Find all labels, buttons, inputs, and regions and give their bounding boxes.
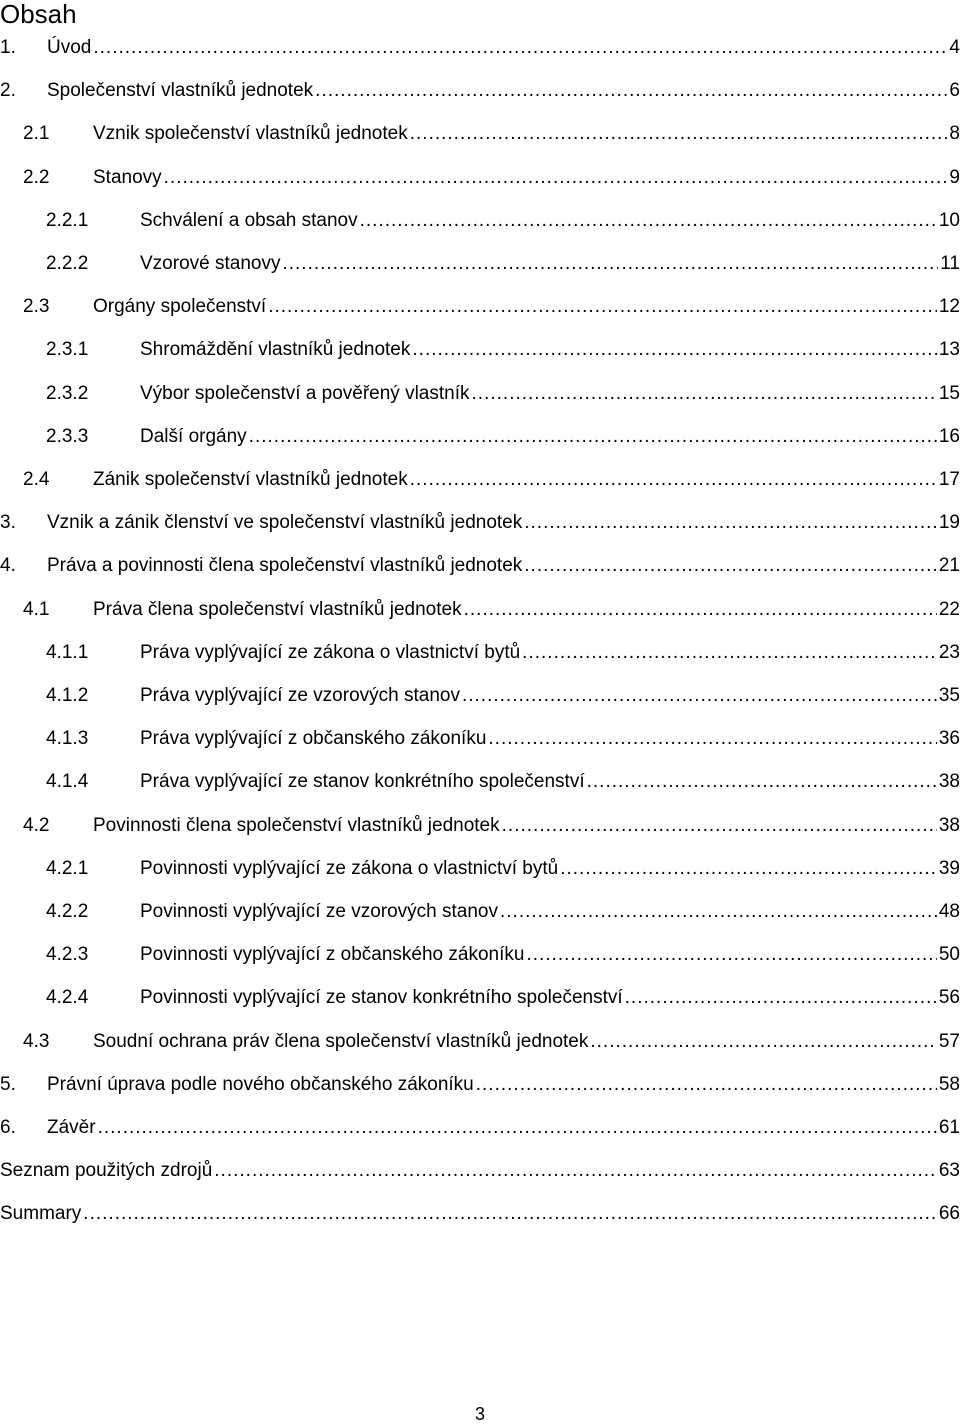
toc-entry-page: 21 xyxy=(938,555,960,577)
toc-entry-page: 17 xyxy=(938,469,960,490)
toc-entry-number: 4.2.3 xyxy=(46,944,89,966)
toc-entry-number: 2.1 xyxy=(23,123,50,145)
toc-entry-number: 2. xyxy=(0,80,16,102)
toc-entry-page: 63 xyxy=(938,1160,960,1182)
toc-entry-title: Práva vyplývající z občanského zákoníku xyxy=(140,728,487,750)
toc-dot-leader xyxy=(502,812,937,840)
toc-entry-page: 38 xyxy=(938,771,960,793)
toc-entry[interactable] xyxy=(46,639,960,667)
toc-entry[interactable] xyxy=(23,120,960,148)
toc-entry-title: Vznik a zánik členství ve společenství vlastníků jednotek xyxy=(47,512,523,534)
toc-dot-leader xyxy=(315,77,947,105)
toc-entry-page: 35 xyxy=(938,685,960,706)
toc-entry-title: Práva vyplývající ze vzorových stanov xyxy=(140,685,460,706)
toc-entry-title: Zánik společenství vlastníků jednotek xyxy=(93,469,408,490)
toc-entry-title: Summary xyxy=(0,1203,82,1225)
toc-entry-title: Závěr xyxy=(47,1117,96,1138)
toc-entry[interactable] xyxy=(46,423,960,451)
toc-entry-number: 4.1.1 xyxy=(46,641,89,663)
toc-entry-number: 2.2 xyxy=(23,166,50,188)
toc-entry-number: 2.3.3 xyxy=(46,425,89,447)
toc-entry-title: Seznam použitých zdrojů xyxy=(0,1160,213,1182)
toc-entry-title: Společenství vlastníků jednotek xyxy=(47,80,314,102)
toc-entry[interactable] xyxy=(46,898,960,926)
toc-entry-title: Soudní ochrana práv člena společenství vlastníků jednotek xyxy=(93,1030,589,1052)
toc-entry-number: 4.3 xyxy=(23,1030,50,1052)
toc-entry[interactable] xyxy=(0,34,960,62)
toc-entry-title: Schválení a obsah stanov xyxy=(140,209,358,231)
toc-entry-number: 4. xyxy=(0,555,16,577)
toc-dot-leader xyxy=(83,1200,937,1228)
toc-entry[interactable] xyxy=(46,250,960,278)
toc-entry[interactable] xyxy=(23,812,960,840)
toc-entry-number: 3. xyxy=(0,512,16,534)
toc-entry-number: 4.1 xyxy=(23,598,50,620)
toc-dot-leader xyxy=(98,1114,937,1142)
toc-entry[interactable] xyxy=(46,984,960,1012)
toc-entry-number: 5. xyxy=(0,1073,16,1095)
toc-entry-page: 15 xyxy=(938,382,960,404)
toc-entry-page: 19 xyxy=(938,512,960,534)
toc-entry-number: 2.2.2 xyxy=(46,253,89,274)
toc-dot-leader xyxy=(500,898,937,926)
toc-dot-leader xyxy=(587,768,937,796)
toc-entry-title: Povinnosti vyplývající ze vzorových stanov xyxy=(140,901,498,922)
toc-entry-number: 4.2.1 xyxy=(46,857,89,879)
toc-entry-title: Vzorové stanovy xyxy=(140,253,281,274)
toc-entry-title: Práva člena společenství vlastníků jednotek xyxy=(93,598,462,620)
toc-dot-leader xyxy=(164,164,948,192)
toc-entry-page: 13 xyxy=(938,339,960,361)
toc-entry-page: 50 xyxy=(938,944,960,966)
toc-entry[interactable] xyxy=(46,207,960,235)
toc-dot-leader xyxy=(526,941,936,969)
toc-entry[interactable] xyxy=(23,293,960,321)
toc-entry-page: 36 xyxy=(938,728,960,750)
toc-entry-page: 16 xyxy=(938,425,960,447)
toc-entry-number: 4.1.3 xyxy=(46,728,89,750)
toc-entry-page: 11 xyxy=(940,253,960,274)
toc-entry-title: Další orgány xyxy=(140,425,247,447)
toc-entry[interactable] xyxy=(23,466,960,494)
toc-entry[interactable] xyxy=(46,941,960,969)
toc-dot-leader xyxy=(93,34,947,62)
toc-entry-page: 58 xyxy=(938,1073,960,1095)
toc-dot-leader xyxy=(472,380,937,408)
toc-entry-number: 4.1.2 xyxy=(46,685,89,706)
toc-entry[interactable] xyxy=(46,336,960,364)
toc-entry-number: 2.3.2 xyxy=(46,382,89,404)
toc-entry-title: Úvod xyxy=(47,37,92,58)
toc-entry-page: 61 xyxy=(938,1117,960,1138)
toc-entry[interactable] xyxy=(46,855,960,883)
toc-entry[interactable] xyxy=(23,164,960,192)
toc-dot-leader xyxy=(214,1157,937,1185)
page-number: 3 xyxy=(474,1404,485,1424)
toc-entry[interactable] xyxy=(46,682,960,710)
toc-entry[interactable] xyxy=(0,1114,960,1142)
toc-entry-page: 48 xyxy=(938,901,960,922)
toc-entry-title: Práva vyplývající ze stanov konkrétního společenství xyxy=(140,771,585,793)
toc-entry[interactable] xyxy=(0,509,960,537)
toc-entry-title: Právní úprava podle nového občanského zákoníku xyxy=(47,1073,474,1095)
toc-entry-title: Práva vyplývající ze zákona o vlastnictví bytů xyxy=(140,641,521,663)
toc-dot-leader xyxy=(488,725,936,753)
toc-entry[interactable] xyxy=(46,380,960,408)
toc-entry-page: 22 xyxy=(938,598,960,620)
toc-entry[interactable] xyxy=(23,596,960,624)
toc-dot-leader xyxy=(282,250,938,278)
toc-dot-leader xyxy=(249,423,937,451)
toc-dot-leader xyxy=(476,1071,937,1099)
toc-entry-title: Shromáždění vlastníků jednotek xyxy=(140,339,411,361)
toc-entry-page: 10 xyxy=(938,209,960,231)
toc-dot-leader xyxy=(590,1028,936,1056)
toc-dot-leader xyxy=(410,120,948,148)
toc-entry-title: Povinnosti vyplývající z občanského zákoníku xyxy=(140,944,525,966)
toc-entry-page: 12 xyxy=(938,296,960,318)
toc-dot-leader xyxy=(462,682,937,710)
toc-entry-number: 2.4 xyxy=(23,469,50,490)
toc-entry-title: Orgány společenství xyxy=(93,296,267,318)
toc-dot-leader xyxy=(464,596,937,624)
toc-entry[interactable] xyxy=(0,1157,960,1185)
toc-dot-leader xyxy=(522,639,937,667)
toc-entry-title: Práva a povinnosti člena společenství vlastníků jednotek xyxy=(47,555,523,577)
toc-entry-number: 4.2.4 xyxy=(46,987,89,1009)
toc-entry[interactable] xyxy=(46,768,960,796)
page-title: Obsah xyxy=(0,0,77,29)
toc-entry-page: 9 xyxy=(949,166,960,188)
toc-entry[interactable] xyxy=(23,1028,960,1056)
toc-dot-leader xyxy=(524,509,937,537)
toc-entry-page: 38 xyxy=(938,814,960,836)
toc-entry-page: 6 xyxy=(949,80,960,102)
toc-entry-page: 56 xyxy=(938,987,960,1009)
toc-dot-leader xyxy=(625,984,937,1012)
toc-entry-number: 2.2.1 xyxy=(46,209,89,231)
toc-entry[interactable] xyxy=(0,77,960,105)
toc-entry-page: 4 xyxy=(949,37,960,58)
toc-entry-number: 2.3 xyxy=(23,296,50,318)
toc-entry-page: 39 xyxy=(938,857,960,879)
toc-entry-page: 23 xyxy=(938,641,960,663)
toc-entry-number: 1. xyxy=(0,37,16,58)
toc-dot-leader xyxy=(412,336,936,364)
toc-entry-page: 57 xyxy=(938,1030,960,1052)
toc-entry-title: Stanovy xyxy=(93,166,162,188)
toc-entry-title: Výbor společenství a pověřený vlastník xyxy=(140,382,470,404)
toc-dot-leader xyxy=(268,293,937,321)
toc-entry-page: 66 xyxy=(938,1203,960,1225)
toc-entry-number: 4.1.4 xyxy=(46,771,89,793)
toc-entry-title: Povinnosti vyplývající ze stanov konkrétního společenství xyxy=(140,987,623,1009)
toc-entry-number: 4.2 xyxy=(23,814,50,836)
toc-entry[interactable] xyxy=(0,1200,960,1228)
toc-entry[interactable] xyxy=(0,1071,960,1099)
toc-entry-number: 4.2.2 xyxy=(46,901,89,922)
toc-dot-leader xyxy=(524,552,937,580)
toc-entry[interactable] xyxy=(0,552,960,580)
toc-dot-leader xyxy=(360,207,937,235)
toc-entry[interactable] xyxy=(46,725,960,753)
toc-entry-title: Povinnosti vyplývající ze zákona o vlastnictví bytů xyxy=(140,857,559,879)
toc-entry-title: Povinnosti člena společenství vlastníků jednotek xyxy=(93,814,500,836)
toc-dot-leader xyxy=(560,855,937,883)
toc-entry-page: 8 xyxy=(949,123,960,145)
toc-entry-number: 2.3.1 xyxy=(46,339,89,361)
toc-dot-leader xyxy=(410,466,937,494)
toc-entry-number: 6. xyxy=(0,1117,16,1138)
toc-entry-title: Vznik společenství vlastníků jednotek xyxy=(93,123,408,145)
